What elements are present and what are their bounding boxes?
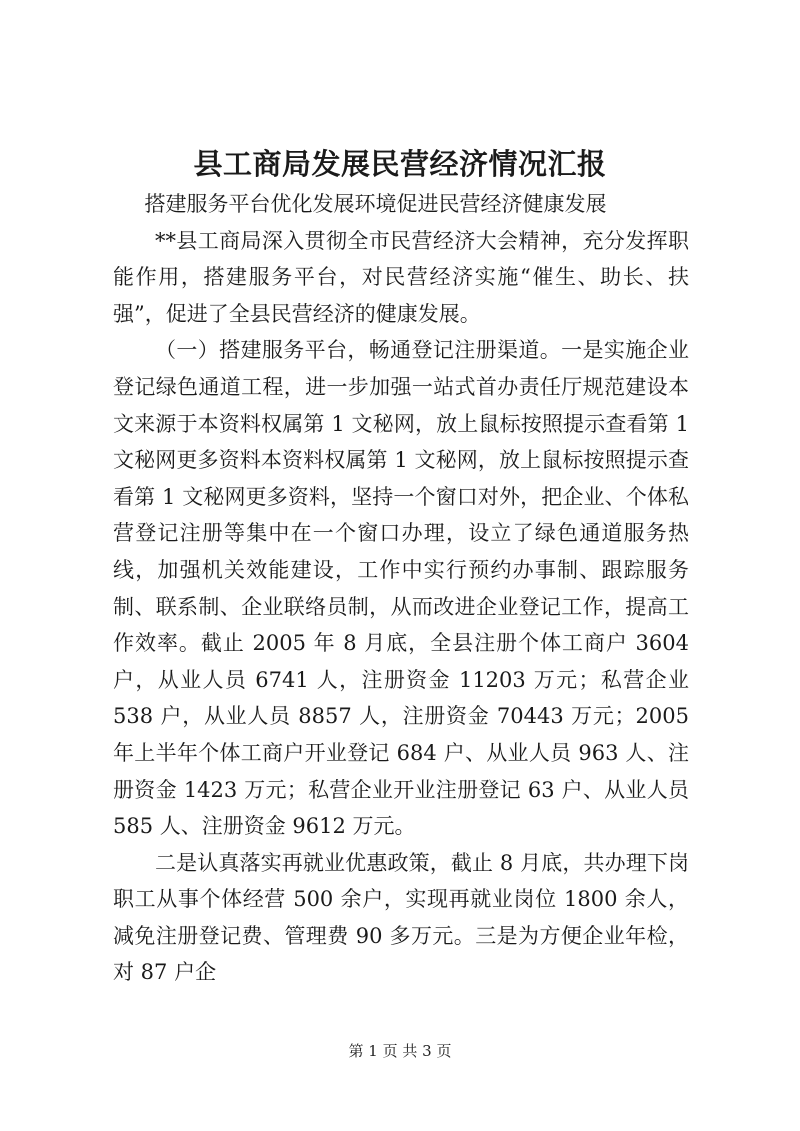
page-number-footer: 第 1 页 共 3 页	[348, 1042, 452, 1060]
paragraph-section-1: （一）搭建服务平台，畅通登记注册渠道。一是实施企业登记绿色通道工程，进一步加强一站式首办责任厅规范建设本文来源于本资料权属第 1 文秘网，放上鼠标按照提示查看第 1 文秘网更多资料本资料权属第 1 文秘网，放上鼠标按照提示查看第 1 文秘网更多资料，坚持一个窗口对外，把企业、个体私营登记注册等集中在一个窗口办理，设立了绿色通道服务热线，加强机关效能建设，工作中实行预约办事制、跟踪服务制、联系制、企业联络员制，从而改进企业登记工作，提高工作效率。截止 2005 年 8 月底，全县注册个体工商户 3604 户，从业人员 6741 人，注册资金 11203 万元；私营企业 538 户，从业人员 8857 人，注册资金 70443 万元；2005 年上半年个体工商户开业登记 684 户、从业人员 963 人、注册资金 1423 万元；私营企业开业注册登记 63 户、从业人员 585 人、注册资金 9612 万元。	[113, 338, 689, 839]
paragraph-section-2: 二是认真落实再就业优惠政策，截止 8 月底，共办理下岗职工从事个体经营 500 余户，实现再就业岗位 1800 余人，减免注册登记费、管理费 90 多万元。三是为方便企业年检，对 87 户企	[113, 850, 689, 985]
document-body	[113, 186, 689, 991]
document-title: 县工商局发展民营经济情况汇报	[193, 147, 607, 181]
paragraph-intro: **县工商局深入贯彻全市民营经济大会精神，充分发挥职能作用，搭建服务平台，对民营经济实施“催生、助长、扶强”，促进了全县民营经济的健康发展。	[113, 228, 689, 326]
document-subtitle: 搭建服务平台优化发展环境促进民营经济健康发展	[144, 192, 607, 216]
